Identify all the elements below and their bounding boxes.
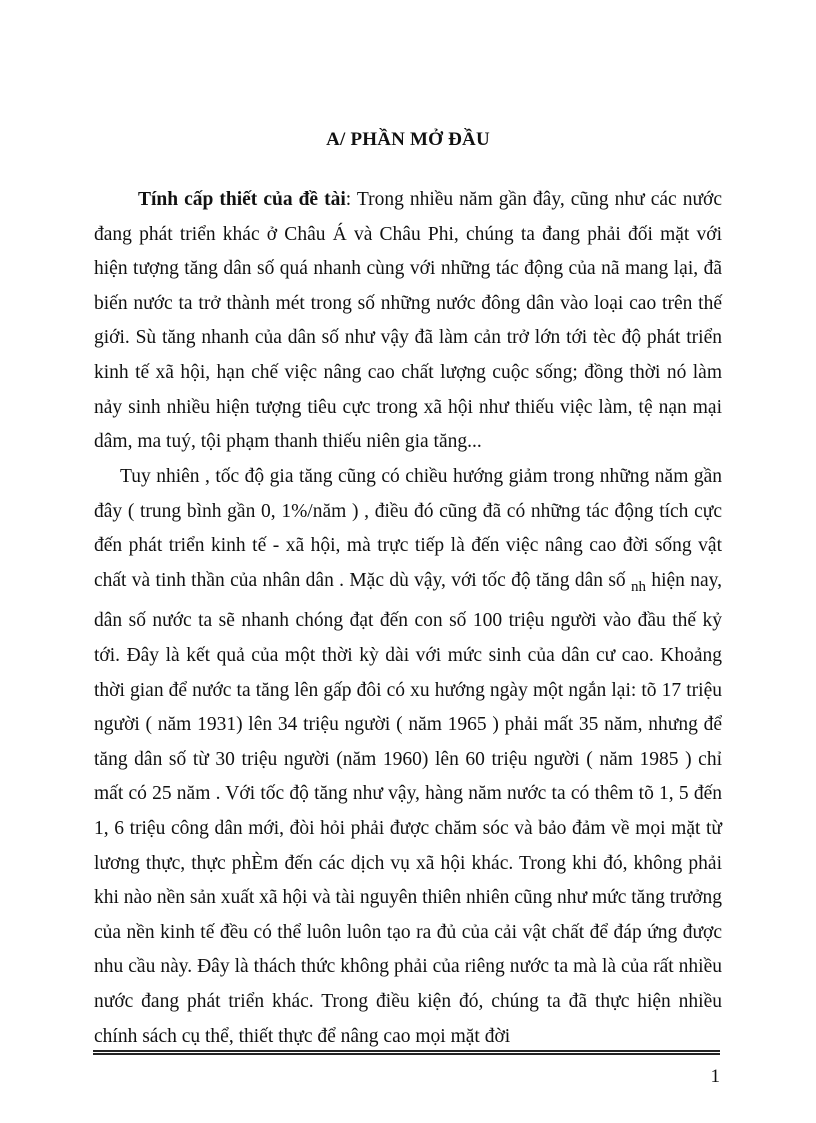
paragraph-urgency xyxy=(94,183,722,460)
inline-fragment: nh xyxy=(631,578,647,595)
paragraph-text-part1: Tuy nhiên , tốc độ gia tăng cũng có chiều hướng giảm trong những năm gần đây ( trung bình gần 0, 1%/năm ) , điều đó cũng đã có những tác động tích cực đến phát triển kinh tế - xã hội, mà trực tiếp là đến việc nâng cao đời sống vật chất và tinh thần của nhân dân . Mặc dù vậy, với tốc độ tăng dân số xyxy=(94,466,722,591)
section-heading: A/ PHẦN MỞ ĐẦU xyxy=(326,129,490,150)
paragraph-lead: Tính cấp thiết của đề tài xyxy=(138,189,346,210)
paragraph-text-part2: hiện nay, dân số nước ta sẽ nhanh chóng đạt đến con số 100 triệu người vào đầu thế kỷ tới. Đây là kết quả của một thời kỳ dài với mức sinh của dân cư cao. Khoảng thời gian để nước ta tăng lên gấp đôi có xu hướng ngày một ngắn lại: tõ 17 triệu người ( năm 1931) lên 34 triệu người ( năm 1965 ) phải mất 35 năm, nhưng để tăng dân số từ 30 triệu người (năm 1960) lên 60 triệu người ( năm 1985 ) chỉ mất có 25 năm . Với tốc độ tăng như vậy, hàng năm nước ta có thêm tõ 1, 5 đến 1, 6 triệu công dân mới, đòi hỏi phải được chăm sóc và bảo đảm về mọi mặt từ lương thực, thực phÈm đến các dịch vụ xã hội khác. Trong khi đó, không phải khi nào nền sản xuất xã hội và tài nguyên thiên nhiên cũng như mức tăng trưởng của nền kinh tế đều có thể luôn luôn tạo ra đủ của cải vật chất để đáp ứng được nhu cầu này. Đây là thách thức không phải của riêng nước ta mà là của rất nhiều nước đang phát triển khác. Trong điều kiện đó, chúng ta đã thực hiện nhiều chính sách cụ thể, thiết thực để nâng cao mọi mặt đời xyxy=(94,569,722,1047)
paragraph-population-growth xyxy=(94,460,722,1054)
footer-double-rule xyxy=(93,1050,720,1055)
paragraph-text: : Trong nhiều năm gần đây, cũng như các nước đang phát triển khác ở Châu Á và Châu Phi, chúng ta đang phải đối mặt với hiện tượng tăng dân số quá nhanh cùng với những tác động của nã mang lại, đã biến nước ta trở thành mét trong số những nước đông dân vào loại cao trên thế giới. Sù tăng nhanh của dân số như vậy đã làm cản trở lớn tới tèc độ phát triển kinh tế xã hội, hạn chế việc nâng cao chất lượng cuộc sống; đồng thời nó làm nảy sinh nhiều hiện tượng tiêu cực trong xã hội như thiếu việc làm, tệ nạn mại dâm, ma tuý, tội phạm thanh thiếu niên gia tăng... xyxy=(94,189,722,453)
page-number: 1 xyxy=(710,1066,720,1087)
